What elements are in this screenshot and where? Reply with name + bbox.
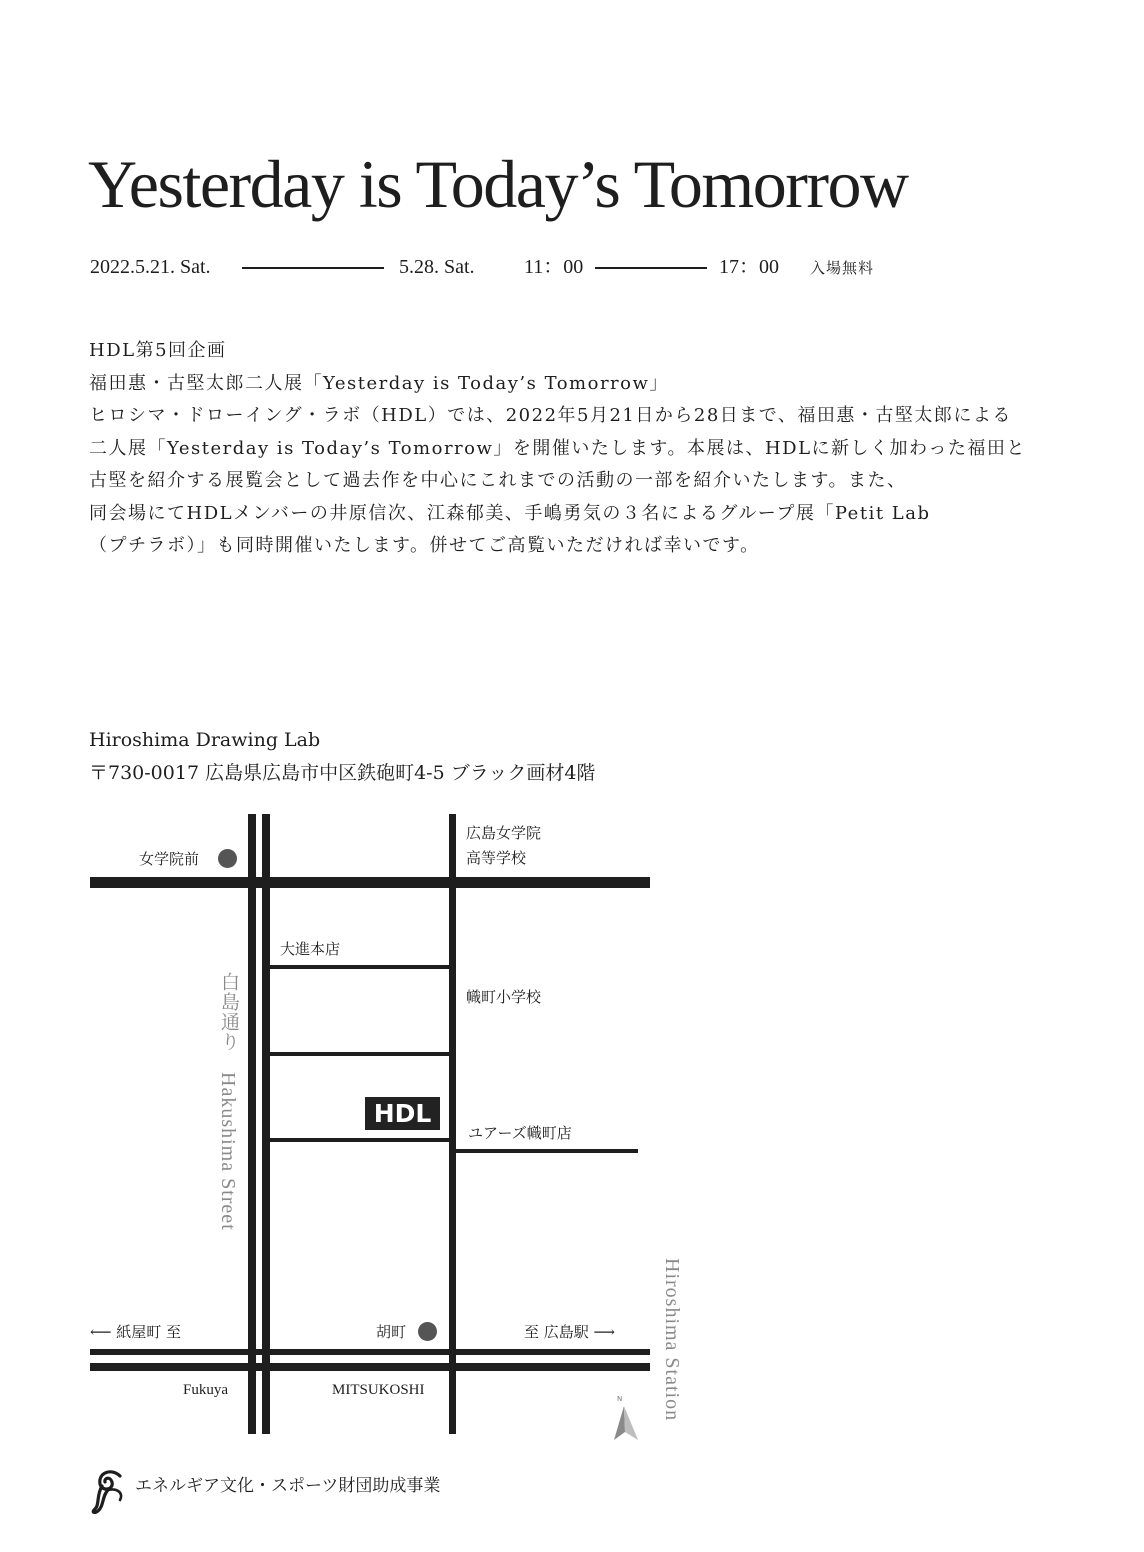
time-range-dash — [595, 267, 707, 269]
fukuya-label: Fukuya — [183, 1382, 228, 1398]
stop-jogakuinmae-label: 女学院前 — [139, 850, 200, 868]
start-date: 2022.5.21. Sat. — [90, 256, 211, 278]
stop-ebisucho-label: 胡町 — [376, 1323, 407, 1341]
sponsor-text: エネルギア文化・スポーツ財団助成事業 — [135, 1476, 441, 1496]
station-marker-icon — [218, 849, 237, 868]
store-yours-label: ユアーズ幟町店 — [468, 1124, 572, 1142]
end-date: 5.28. Sat. — [399, 256, 475, 278]
venue-name: Hiroshima Drawing Lab — [89, 729, 321, 751]
open-time: 11：00 — [524, 256, 584, 278]
direction-kamiyacho-label: ⟵ 紙屋町 至 — [90, 1323, 182, 1341]
hdl-marker: HDL — [365, 1097, 440, 1130]
energia-logo-icon — [90, 1466, 130, 1514]
side-street-line — [449, 814, 456, 1434]
school-nobori-label: 幟町小学校 — [466, 988, 542, 1006]
cross-street-line — [456, 1149, 638, 1153]
main-road-line — [90, 1363, 650, 1371]
school-label: 広島女学院 — [466, 824, 542, 842]
intro-subheading: 福田惠・古堅太郎二人展「Yesterday is Today’s Tomorrow」 — [89, 373, 669, 394]
page-title: Yesterday is Today’s Tomorrow — [88, 146, 908, 222]
north-road-line — [90, 877, 650, 888]
cross-street-line — [270, 1138, 450, 1142]
admission-note: 入場無料 — [810, 259, 875, 277]
station-name-en: Hiroshima Station — [661, 1258, 683, 1422]
close-time: 17：00 — [719, 256, 779, 278]
school-label: 高等学校 — [466, 849, 527, 867]
hakushima-street-line — [262, 814, 270, 1434]
date-range-dash — [242, 267, 384, 269]
intro-heading: HDL第5回企画 — [89, 340, 227, 361]
direction-station-label: 至 広島駅 ⟶ — [524, 1323, 616, 1341]
intro-body-line: （プチラボ）」も同時開催いたします。併せてご高覧いただければ幸いです。 — [89, 535, 760, 556]
street-name-en: Hakushima Street — [217, 1072, 239, 1231]
north-letter: N — [617, 1395, 623, 1403]
cross-street-line — [270, 1052, 450, 1056]
cross-street-line — [270, 965, 450, 969]
intro-body-line: 同会場にてHDLメンバーの井原信次、江森郁美、手嶋勇気の３名によるグループ展「Petit Lab — [89, 503, 931, 524]
station-marker-icon — [418, 1322, 437, 1341]
street-name-jp: 白島通り — [218, 972, 240, 1052]
mitsukoshi-label: MITSUKOSHI — [332, 1382, 425, 1398]
venue-address: 〒730‑0017 広島県広島市中区鉄砲町4‑5 ブラック画材4階 — [89, 762, 596, 784]
main-road-line — [90, 1349, 650, 1355]
store-daishin-label: 大進本店 — [280, 940, 341, 958]
hakushima-street-line — [248, 814, 256, 1434]
intro-body-line: 古堅を紹介する展覧会として過去作を中心にこれまでの活動の一部を紹介いたします。また、 — [89, 470, 907, 491]
north-arrow-icon — [612, 1392, 642, 1444]
intro-body-line: 二人展「Yesterday is Today’s Tomorrow」を開催いたします。本展は、HDLに新しく加わった福田と — [89, 438, 1026, 459]
intro-body-line: ヒロシマ・ドローイング・ラボ（HDL）では、2022年5月21日から28日まで、福田惠・古堅太郎による — [89, 405, 1012, 426]
